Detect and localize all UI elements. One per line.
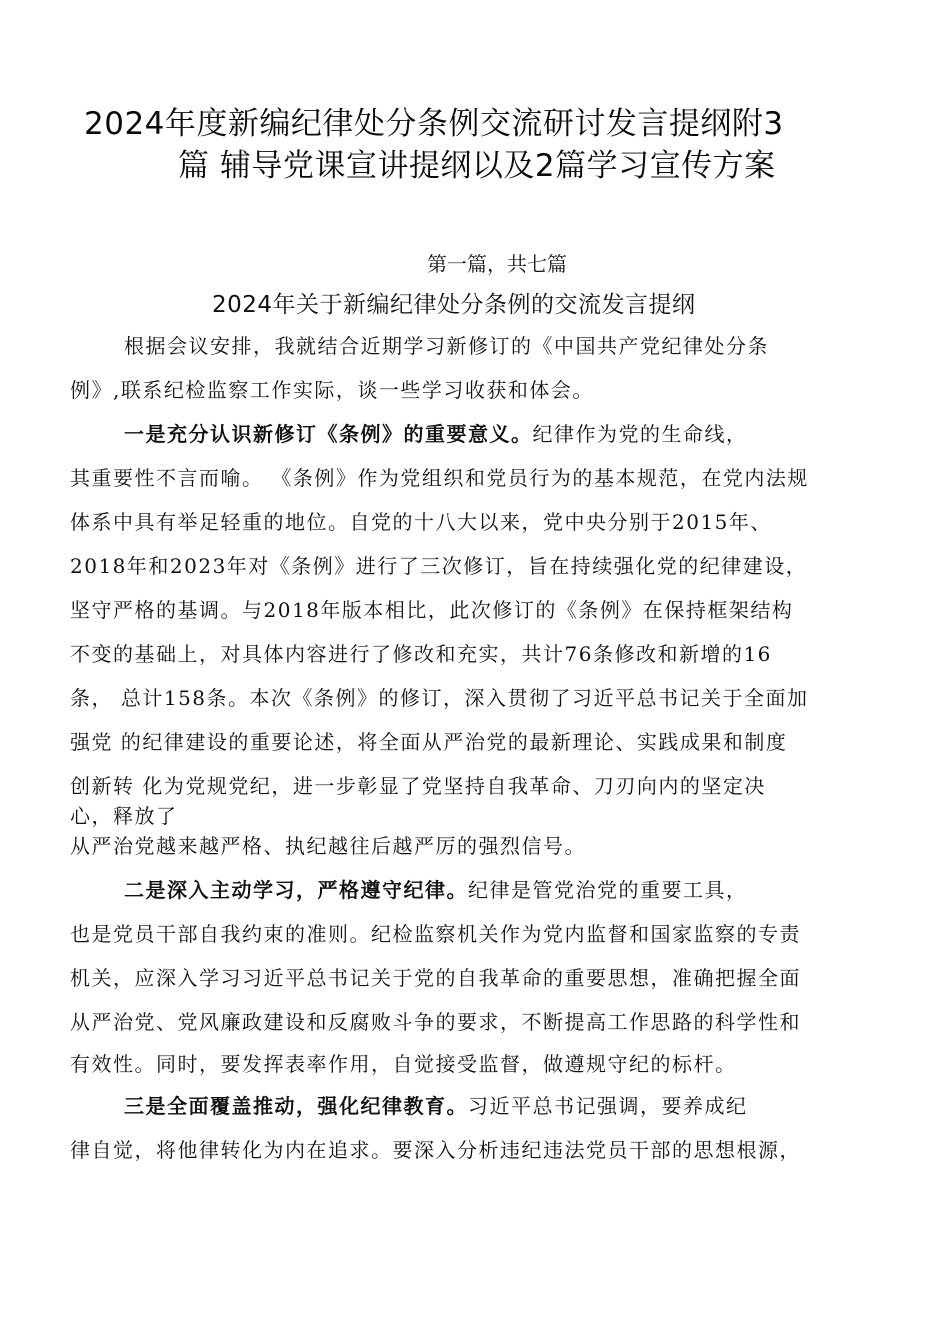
- paragraph-line: 其重要性不言而喻。 《条例》作为党组织和党员行为的基本规范，在党内法规: [70, 466, 809, 490]
- section-marker: 第一篇，共七篇: [427, 252, 567, 276]
- paragraph-line: 根据会议安排，我就结合近期学习新修订的《中国共产党纪律处分条: [124, 334, 769, 358]
- point-text: 习近平总书记强调，要养成纪: [468, 1094, 748, 1118]
- paragraph-line: 例》,联系纪检监察工作实际，谈一些学习收获和体会。: [70, 378, 594, 402]
- paragraph-line: 心，释放了: [70, 804, 178, 828]
- paragraph-line: 律自觉，将他律转化为内在追求。要深入分析违纪违法党员干部的思想根源，: [70, 1138, 801, 1162]
- paragraph-line: 也是党员干部自我约束的准则。纪检监察机关作为党内监督和国家监察的专责: [70, 922, 801, 946]
- paragraph-line: 从严治党、党风廉政建设和反腐败斗争的要求，不断提高工作思路的科学性和: [70, 1010, 801, 1034]
- paragraph-line: 不变的基础上，对具体内容进行了修改和充实，共计76条修改和新增的16: [70, 642, 772, 666]
- section-subtitle: 2024年关于新编纪律处分条例的交流发言提纲: [212, 292, 696, 318]
- paragraph-line: [124, 1090, 748, 1119]
- paragraph-line: 坚守严格的基调。与2018年版本相比，此次修订的《条例》在保持框架结构: [70, 598, 794, 622]
- point-heading: 一是充分认识新修订《条例》的重要意义。: [124, 422, 533, 446]
- point-heading: 三是全面覆盖推动，强化纪律教育。: [124, 1094, 468, 1118]
- paragraph-line: [124, 418, 748, 447]
- paragraph-line: 创新转 化为党规党纪，进一步彰显了党坚持自我革命、刀刃向内的坚定决: [70, 774, 766, 798]
- paragraph-line: 从严治党越来越严格、执纪越往后越严厉的强烈信号。: [70, 834, 586, 858]
- paragraph-line: 机关，应深入学习习近平总书记关于党的自我革命的重要思想，准确把握全面: [70, 966, 801, 990]
- paragraph-line: 2018年和2023年对《条例》进行了三次修订，旨在持续强化党的纪律建设，: [70, 554, 808, 578]
- point-heading: 二是深入主动学习，严格遵守纪律。: [124, 878, 468, 902]
- paragraph-line: 强党 的纪律建设的重要论述，将全面从严治党的最新理论、实践成果和制度: [70, 730, 788, 754]
- document-title-line-1: 2024年度新编纪律处分条例交流研讨发言提纲附3: [84, 106, 784, 142]
- paragraph-line: [124, 874, 748, 903]
- point-text: 纪律是管党治党的重要工具，: [468, 878, 748, 902]
- paragraph-line: 条， 总计158条。本次《条例》的修订，深入贯彻了习近平总书记关于全面加: [70, 686, 809, 710]
- paragraph-line: 体系中具有举足轻重的地位。自党的十八大以来，党中央分别于2015年、: [70, 510, 772, 534]
- document-title-line-2: 篇 辅导党课宣讲提纲以及2篇学习宣传方案: [178, 148, 776, 184]
- point-text: 纪律作为党的生命线，: [532, 422, 748, 446]
- paragraph-line: 有效性。同时，要发挥表率作用，自觉接受监督，做遵规守纪的标杆。: [70, 1052, 737, 1076]
